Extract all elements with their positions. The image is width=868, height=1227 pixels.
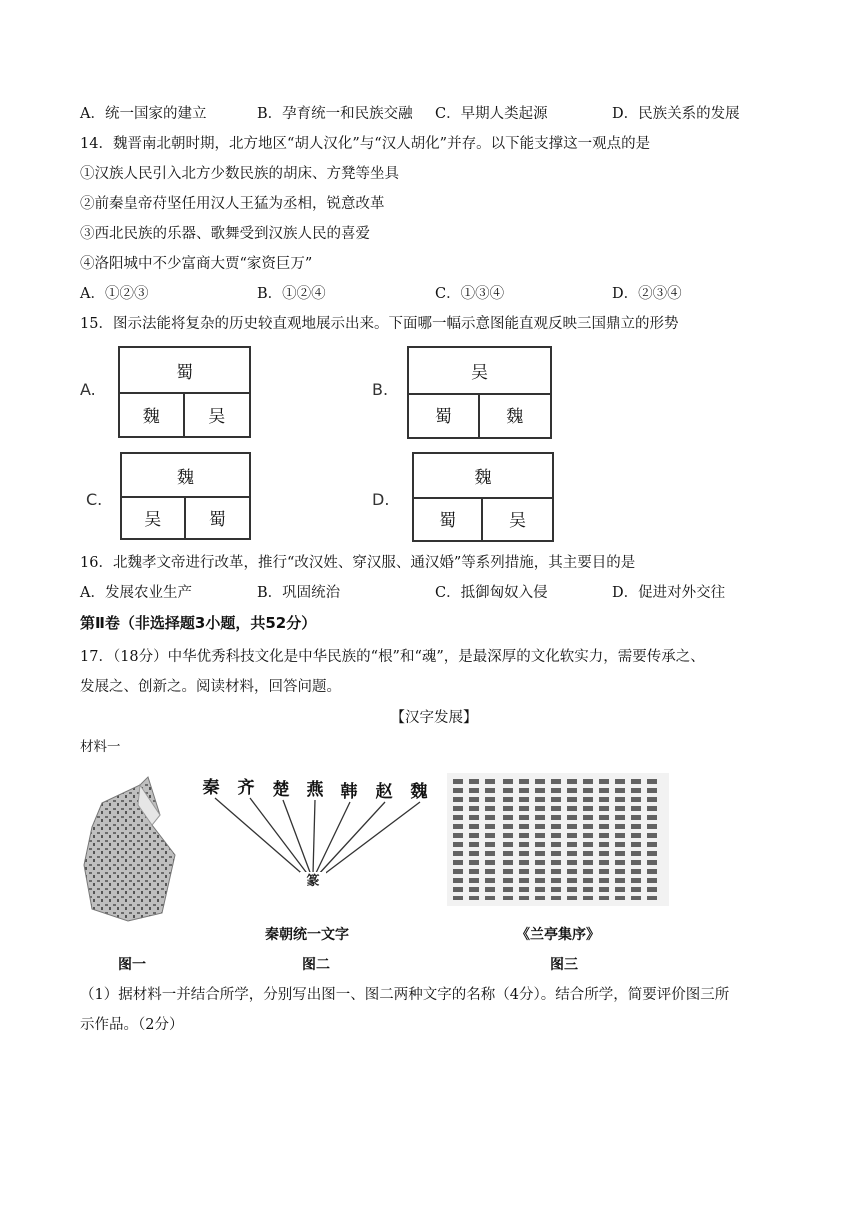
fig2-caption: 秦朝统一文字 <box>265 927 349 943</box>
q14-item-1: ①汉族人民引入北方少数民族的胡床、方凳等坐具 <box>80 166 399 182</box>
state-chu: 楚 <box>272 780 290 800</box>
q14-option-a: A．①②③ <box>80 286 149 302</box>
section-heading: 【汉字发展】 <box>390 710 478 726</box>
q14-item-4: ④洛阳城中不少富商大贾“家资巨万” <box>80 256 313 272</box>
state-zhao: 赵 <box>375 782 393 802</box>
state-qi: 齐 <box>237 778 255 798</box>
q14-option-b: B．①②④ <box>257 286 326 302</box>
q14-stem: 14．魏晋南北朝时期，北方地区“胡人汉化”与“汉人胡化”并存。以下能支撑这一观点的是 <box>80 136 651 152</box>
diagram-b <box>407 346 552 439</box>
diagram-d-label: D. <box>372 490 390 509</box>
diagram-d-left: 蜀 <box>414 497 483 540</box>
q17-stem-line1: 17．（18分）中华优秀科技文化是中华民族的“根”和“魂”，是最深厚的文化软实力，需要传承之、 <box>80 649 705 665</box>
diagram-d <box>412 452 554 542</box>
diagram-d-top: 魏 <box>414 454 552 499</box>
state-qin: 秦 <box>202 778 220 798</box>
diagram-c-right: 蜀 <box>208 509 226 530</box>
material-label: 材料一 <box>80 739 121 755</box>
q15-stem: 15．图示法能将复杂的历史较直观地展示出来。下面哪一幅示意图能直观反映三国鼎立的形势 <box>80 316 679 332</box>
q16-option-b: B．巩固统治 <box>257 585 341 601</box>
diagram-b-top: 吴 <box>409 348 550 395</box>
q13-option-a: A．统一国家的建立 <box>80 106 207 122</box>
q17-sub1-line2: 示作品。（2分） <box>80 1017 184 1033</box>
oracle-bone-image <box>80 775 180 925</box>
fig3-label: 图三 <box>550 957 578 973</box>
svg-text:篆: 篆 <box>306 874 320 889</box>
q16-option-a: A．发展农业生产 <box>80 585 192 601</box>
diagram-d-right: 吴 <box>509 511 526 531</box>
q14-option-c: C．①③④ <box>435 286 505 302</box>
q14-item-2: ②前秦皇帝苻坚任用汉人王猛为丞相，锐意改革 <box>80 196 385 212</box>
q16-stem: 16．北魏孝文帝进行改革，推行“改汉姓、穿汉服、通汉婚”等系列措施，其主要目的是 <box>80 555 636 571</box>
state-han: 韩 <box>340 782 358 802</box>
section-title: 第Ⅱ卷（非选择题3小题，共52分） <box>80 614 317 632</box>
diagram-a-top: 蜀 <box>120 348 249 394</box>
q16-option-d: D．促进对外交往 <box>612 585 726 601</box>
q13-option-d: D．民族关系的发展 <box>612 106 740 122</box>
diagram-a-left: 魏 <box>120 392 185 436</box>
q17-sub1-line1: （1）据材料一并结合所学，分别写出图一、图二两种文字的名称（4分）。结合所学，简要评价图三所 <box>80 987 730 1003</box>
q14-option-d: D．②③④ <box>612 286 682 302</box>
diagram-c-left: 吴 <box>122 496 186 538</box>
diagram-c-label: C. <box>86 490 103 509</box>
state-wei: 魏 <box>410 782 428 802</box>
calligraphy-image <box>447 773 669 906</box>
q13-option-c: C．早期人类起源 <box>435 106 548 122</box>
diagram-c <box>120 452 251 540</box>
fig3-caption: 《兰亭集序》 <box>516 927 600 943</box>
diagram-c-top: 魏 <box>122 454 249 498</box>
state-yan: 燕 <box>306 780 324 800</box>
diagram-b-left: 蜀 <box>409 393 480 438</box>
q13-option-b: B．孕育统一和民族交融 <box>257 106 413 122</box>
fig2-label: 图二 <box>302 957 330 973</box>
diagram-b-right: 魏 <box>506 407 524 428</box>
diagram-a-right: 吴 <box>208 406 226 427</box>
q14-item-3: ③西北民族的乐器、歌舞受到汉族人民的喜爱 <box>80 226 370 242</box>
diagram-b-label: B. <box>372 380 389 399</box>
q17-stem-line2: 发展之、创新之。阅读材料，回答问题。 <box>80 679 341 695</box>
diagram-a <box>118 346 251 438</box>
fig1-label: 图一 <box>118 957 146 973</box>
q16-option-c: C．抵御匈奴入侵 <box>435 585 548 601</box>
diagram-a-label: A. <box>80 380 96 399</box>
